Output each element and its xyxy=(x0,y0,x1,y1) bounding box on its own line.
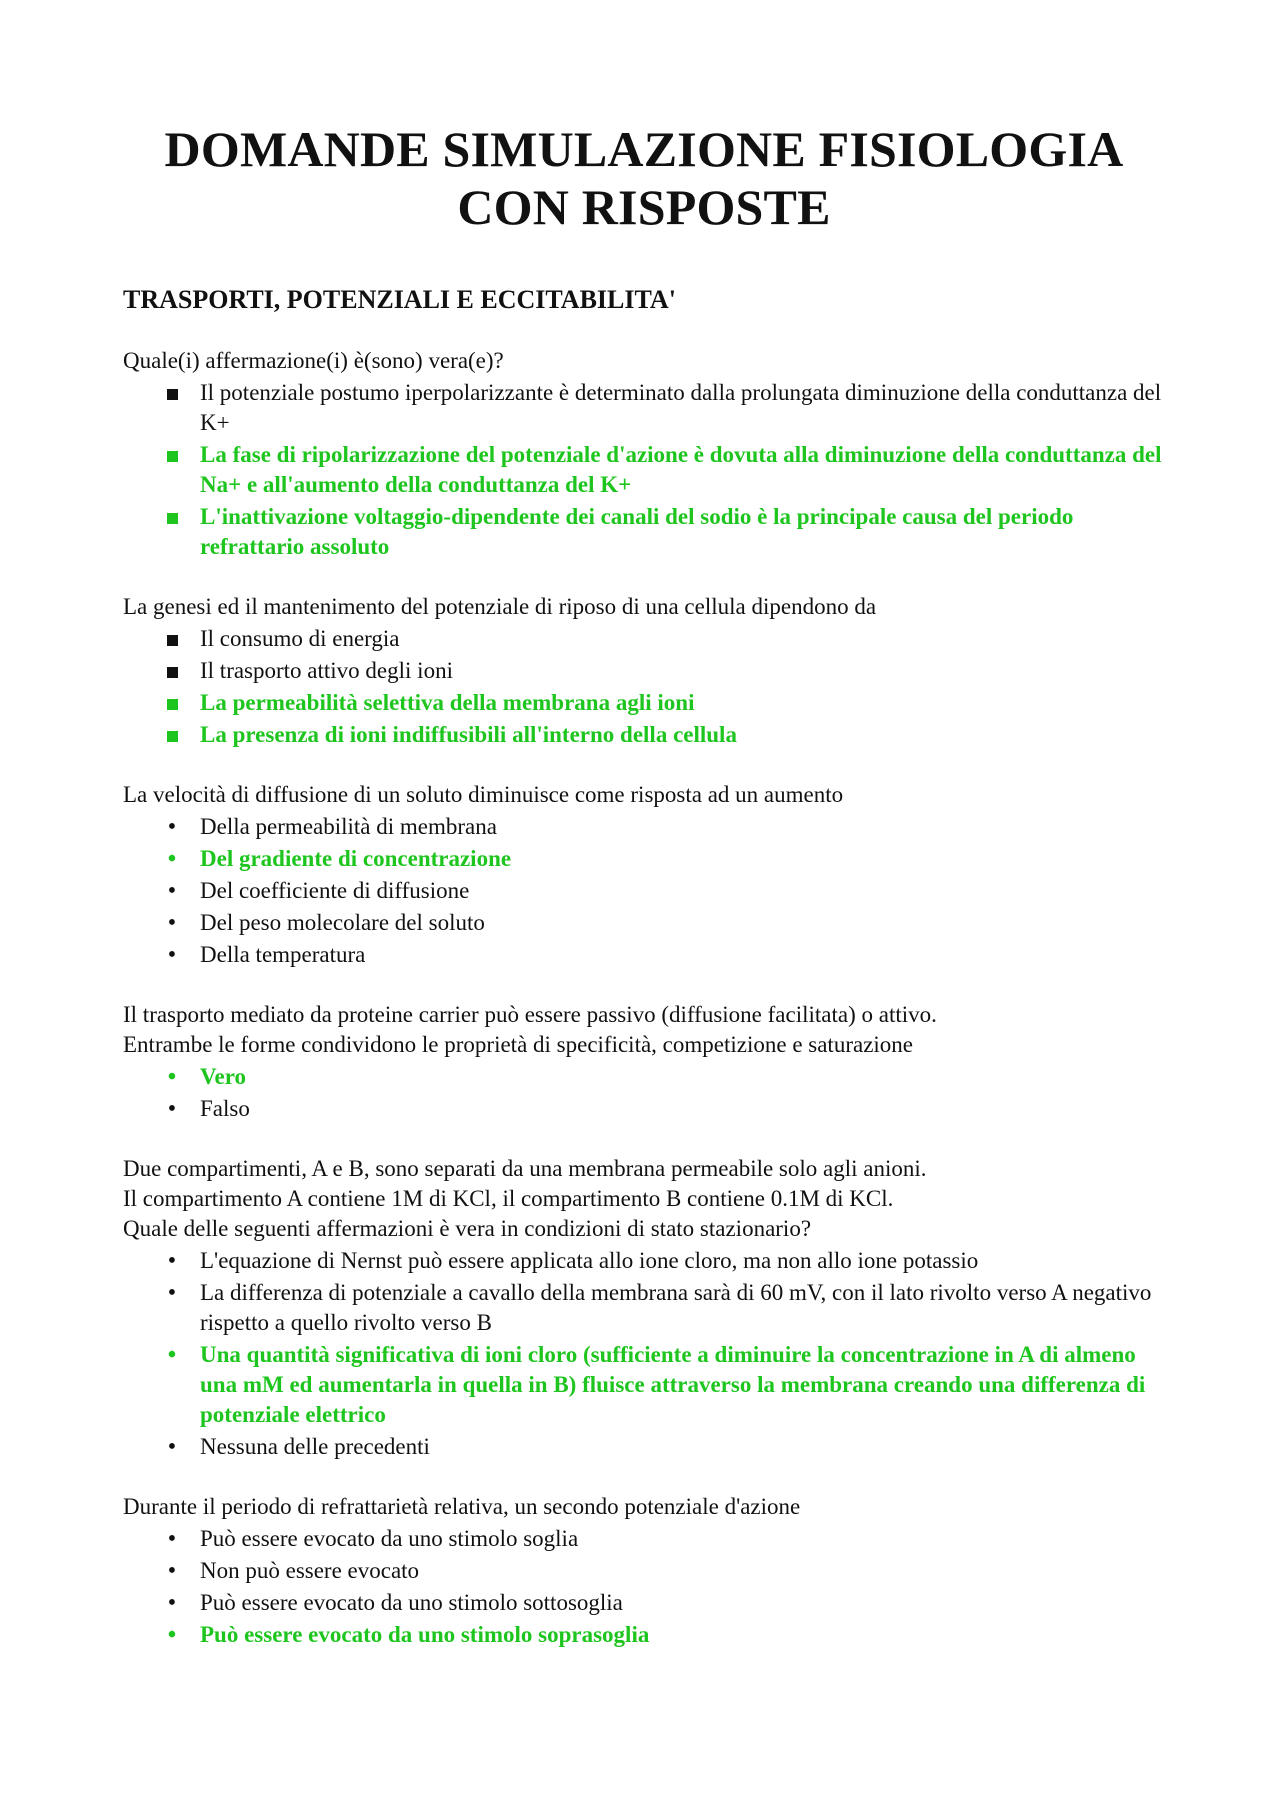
question-text: Entrambe le forme condividono le proprietà di specificità, competizione e saturazione xyxy=(123,1032,913,1057)
answer-option xyxy=(123,624,1165,654)
answer-option-correct xyxy=(123,440,1165,500)
answer-option-text: Non può essere evocato xyxy=(200,1558,420,1583)
answer-option-correct xyxy=(123,720,1165,750)
answer-option-correct xyxy=(123,502,1165,562)
round-bullet-icon xyxy=(162,1524,182,1554)
question-block xyxy=(123,780,1165,970)
answer-option xyxy=(123,378,1165,438)
square-bullet-icon xyxy=(162,656,182,686)
answer-options xyxy=(123,1524,1165,1650)
question-block xyxy=(123,1492,1165,1650)
question-block xyxy=(123,346,1165,562)
question-text: Quale delle seguenti affermazioni è vera in condizioni di stato stazionario? xyxy=(123,1216,812,1241)
answer-option xyxy=(123,1588,1165,1618)
round-bullet-icon xyxy=(162,1062,182,1092)
answer-option-text: Può essere evocato da uno stimolo soprasoglia xyxy=(200,1622,650,1647)
answer-option-text: Il potenziale postumo iperpolarizzante è determinato dalla prolungata diminuzione della conduttanza del K+ xyxy=(200,380,1162,435)
answer-option-correct xyxy=(123,1062,1165,1092)
question-text: Due compartimenti, A e B, sono separati da una membrana permeabile solo agli anioni. xyxy=(123,1156,927,1181)
answer-options xyxy=(123,812,1165,970)
square-bullet-icon xyxy=(162,720,182,750)
answer-option-text: La permeabilità selettiva della membrana agli ioni xyxy=(200,690,695,715)
answer-option-text: Del peso molecolare del soluto xyxy=(200,910,485,935)
question-text: Il trasporto mediato da proteine carrier può essere passivo (diffusione facilitata) o attivo. xyxy=(123,1002,937,1027)
answer-option xyxy=(123,908,1165,938)
answer-option xyxy=(123,1094,1165,1124)
round-bullet-icon xyxy=(162,812,182,842)
question-text: Il compartimento A contiene 1M di KCl, il compartimento B contiene 0.1M di KCl. xyxy=(123,1186,894,1211)
round-bullet-icon xyxy=(162,940,182,970)
question-block xyxy=(123,1154,1165,1462)
answer-options xyxy=(123,1062,1165,1124)
round-bullet-icon xyxy=(162,1278,182,1308)
answer-option xyxy=(123,1246,1165,1276)
question-text: La genesi ed il mantenimento del potenziale di riposo di una cellula dipendono da xyxy=(123,594,877,619)
square-bullet-icon xyxy=(162,688,182,718)
question-block xyxy=(123,1000,1165,1124)
answer-option xyxy=(123,1278,1165,1338)
answer-option-text: La fase di ripolarizzazione del potenziale d'azione è dovuta alla diminuzione della conduttanza del Na+ e all'aumento della conduttanza del K+ xyxy=(200,442,1162,497)
answer-option-text: Il consumo di energia xyxy=(200,626,400,651)
answer-option-text: Può essere evocato da uno stimolo sottosoglia xyxy=(200,1590,623,1615)
round-bullet-icon xyxy=(162,1588,182,1618)
question-text: La velocità di diffusione di un soluto diminuisce come risposta ad un aumento xyxy=(123,782,844,807)
answer-option-text: Il trasporto attivo degli ioni xyxy=(200,658,453,683)
answer-option-text: Vero xyxy=(200,1064,246,1089)
answer-option-text: Nessuna delle precedenti xyxy=(200,1434,430,1459)
section-heading: TRASPORTI, POTENZIALI E ECCITABILITA' xyxy=(123,285,676,314)
answer-option xyxy=(123,1556,1165,1586)
round-bullet-icon xyxy=(162,1094,182,1124)
answer-option-correct xyxy=(123,1340,1165,1430)
answer-option-text: L'equazione di Nernst può essere applicata allo ione cloro, ma non allo ione potassio xyxy=(200,1248,979,1273)
answer-option-correct xyxy=(123,688,1165,718)
answer-option-text: Del coefficiente di diffusione xyxy=(200,878,470,903)
answer-option-text: Del gradiente di concentrazione xyxy=(200,846,512,871)
question-block xyxy=(123,592,1165,750)
round-bullet-icon xyxy=(162,844,182,874)
round-bullet-icon xyxy=(162,1246,182,1276)
round-bullet-icon xyxy=(162,908,182,938)
answer-option xyxy=(123,1524,1165,1554)
question-text: Quale(i) affermazione(i) è(sono) vera(e)? xyxy=(123,348,504,373)
document-title: DOMANDE SIMULAZIONE FISIOLOGIA CON RISPOSTE xyxy=(164,121,1124,235)
question-text: Durante il periodo di refrattarietà relativa, un secondo potenziale d'azione xyxy=(123,1494,801,1519)
square-bullet-icon xyxy=(162,502,182,532)
answer-option xyxy=(123,812,1165,842)
round-bullet-icon xyxy=(162,1556,182,1586)
answer-option-text: Può essere evocato da uno stimolo soglia xyxy=(200,1526,579,1551)
answer-option xyxy=(123,1432,1165,1462)
answer-option-text: La differenza di potenziale a cavallo della membrana sarà di 60 mV, con il lato rivolto verso A negativo rispetto a quello rivolto verso B xyxy=(200,1280,1152,1335)
round-bullet-icon xyxy=(162,876,182,906)
answer-option-correct xyxy=(123,844,1165,874)
answer-option-text: Falso xyxy=(200,1096,250,1121)
answer-options xyxy=(123,624,1165,750)
question-list xyxy=(123,346,1165,1650)
answer-option xyxy=(123,940,1165,970)
round-bullet-icon xyxy=(162,1432,182,1462)
answer-option xyxy=(123,876,1165,906)
answer-options xyxy=(123,1246,1165,1462)
answer-option-text: Della temperatura xyxy=(200,942,366,967)
square-bullet-icon xyxy=(162,440,182,470)
round-bullet-icon xyxy=(162,1340,182,1370)
answer-option-text: Della permeabilità di membrana xyxy=(200,814,497,839)
answer-option-correct xyxy=(123,1620,1165,1650)
round-bullet-icon xyxy=(162,1620,182,1650)
answer-option-text: La presenza di ioni indiffusibili all'interno della cellula xyxy=(200,722,737,747)
answer-options xyxy=(123,378,1165,562)
square-bullet-icon xyxy=(162,378,182,408)
answer-option xyxy=(123,656,1165,686)
square-bullet-icon xyxy=(162,624,182,654)
answer-option-text: Una quantità significativa di ioni cloro (sufficiente a diminuire la concentrazione in A di almeno una mM ed aumentarla in quella in B) fluisce attraverso la membrana creando una differenza di potenziale elettrico xyxy=(200,1342,1146,1427)
answer-option-text: L'inattivazione voltaggio-dipendente dei canali del sodio è la principale causa del periodo refrattario assoluto xyxy=(200,504,1074,559)
